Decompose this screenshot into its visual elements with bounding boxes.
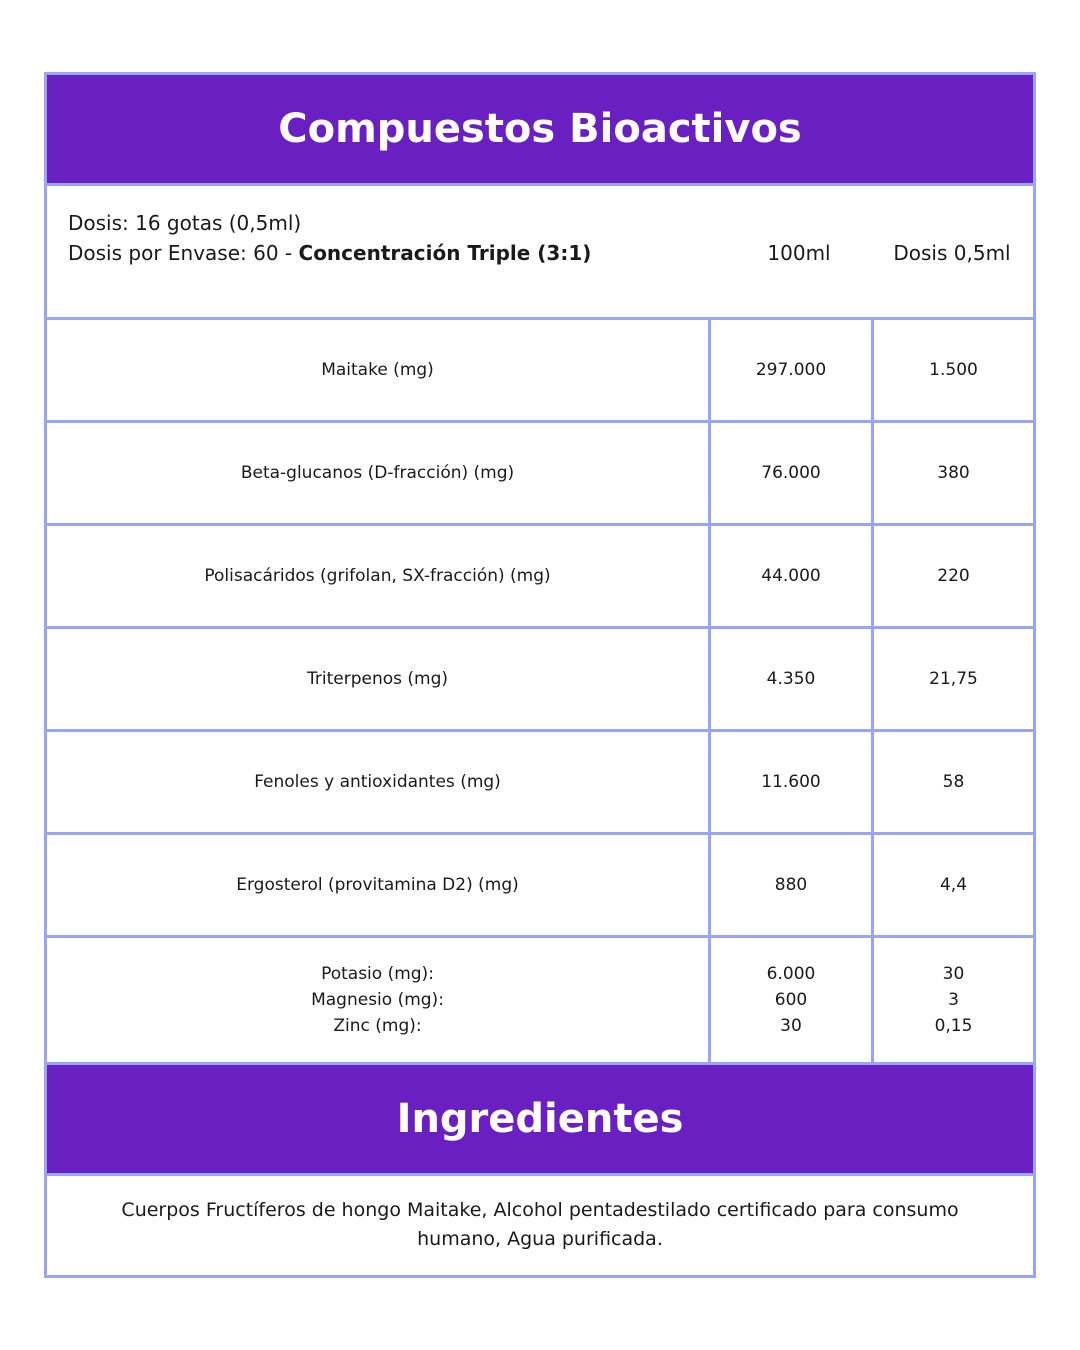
ingredients-text: Cuerpos Fructíferos de hongo Maitake, Alcohol pentadestilado certificado para consumo humano, Agua purificada. (121, 1199, 959, 1250)
bioactive-compounds-title: Compuestos Bioactivos (278, 106, 802, 152)
value-dose: 21,75 (929, 669, 978, 689)
value-100ml: 76.000 (711, 423, 874, 523)
mineral-value-100ml: 30 (780, 1016, 802, 1036)
table-row (47, 629, 1033, 732)
column-header-dose: Dosis 0,5ml (893, 241, 1011, 265)
mineral-name-zinc: Zinc (mg): (333, 1016, 422, 1036)
mineral-value-dose: 30 (942, 964, 965, 984)
column-header-100ml: 100ml (767, 241, 831, 265)
mineral-value-100ml: 600 (774, 990, 808, 1010)
minerals-row (47, 938, 1033, 1062)
bioactive-compounds-header (47, 75, 1033, 186)
compound-name: Maitake (mg) (47, 320, 711, 420)
compound-name: Ergosterol (provitamina D2) (mg) (47, 835, 711, 935)
nutrition-card (44, 72, 1036, 1278)
doses-per-container-line (68, 241, 591, 265)
value-dose: 4,4 (939, 875, 968, 895)
compound-name: Polisacáridos (grifolan, SX-fracción) (mg) (47, 526, 711, 626)
mineral-value-dose: 3 (948, 990, 959, 1010)
compound-name: Triterpenos (mg) (47, 629, 711, 729)
value-100ml: 11.600 (711, 732, 874, 832)
dose-line: Dosis: 16 gotas (0,5ml) (68, 211, 302, 235)
value-dose: 220 (937, 566, 970, 586)
doses-per-container-text: Dosis por Envase: 60 - (68, 241, 299, 265)
compound-name: Beta-glucanos (D-fracción) (mg) (47, 423, 711, 523)
table-row (47, 732, 1033, 835)
mineral-values-dose (874, 938, 1033, 1062)
mineral-name-magnesium: Magnesio (mg): (311, 990, 444, 1010)
table-row (47, 423, 1033, 526)
mineral-values-100ml (711, 938, 874, 1062)
mineral-value-100ml: 6.000 (766, 964, 816, 984)
mineral-name-potassium: Potasio (mg): (321, 964, 434, 984)
compound-name: Fenoles y antioxidantes (mg) (47, 732, 711, 832)
value-100ml: 297.000 (711, 320, 874, 420)
value-100ml: 4.350 (711, 629, 874, 729)
value-100ml: 44.000 (711, 526, 874, 626)
table-row (47, 526, 1033, 629)
value-dose: 380 (937, 463, 970, 483)
table-row (47, 320, 1033, 423)
ingredients-header (47, 1062, 1033, 1176)
table-row (47, 835, 1033, 938)
mineral-names (47, 938, 711, 1062)
value-dose: 1.500 (929, 360, 978, 380)
value-100ml: 880 (711, 835, 874, 935)
concentration-label: Concentración Triple (3:1) (298, 241, 592, 265)
mineral-value-dose: 0,15 (934, 1016, 973, 1036)
ingredients-title: Ingredientes (396, 1096, 684, 1142)
value-dose: 58 (942, 772, 965, 792)
dose-info-section (47, 186, 1033, 320)
